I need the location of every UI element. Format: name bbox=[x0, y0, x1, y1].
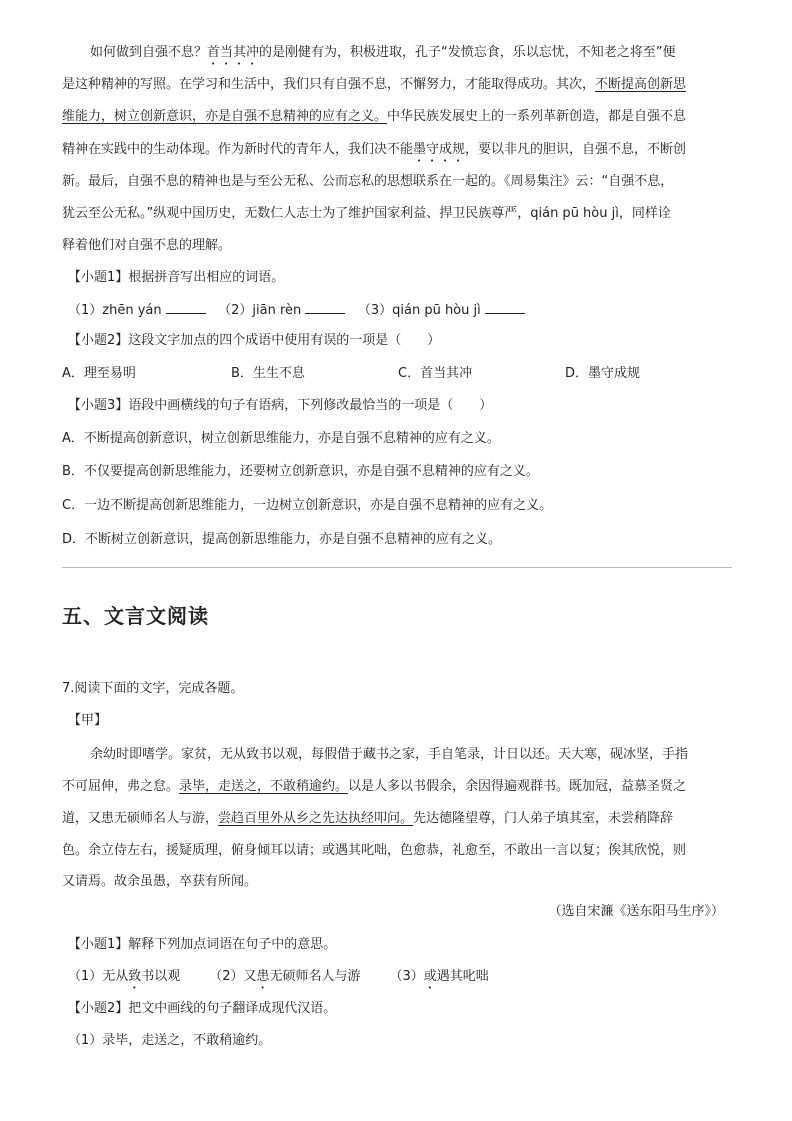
underlined-sentence-1: 录毕，走送之，不敢稍逾约。 bbox=[179, 779, 349, 794]
passage2-line-3: 道，又患无硕师名人与游，尝趋百里外从乡之先达执经叩问。先达德隆望尊，门人弟子填其室，未尝稍降辞 bbox=[62, 811, 674, 826]
q2-option-b[interactable]: B．生生不息 bbox=[231, 366, 305, 381]
q3-option-d[interactable]: D．不断树立创新意识，提高创新思维能力，亦是自强不息精神的应有之义。 bbox=[62, 532, 502, 547]
passage-source: （选自宋濂《送东阳马生序》） bbox=[548, 904, 724, 919]
q3-title: 【小题3】语段中画横线的句子有语病，下列修改最恰当的一项是（ ） bbox=[68, 398, 493, 413]
q3-option-c[interactable]: C．一边不断提高创新思维能力，一边树立创新意识，亦是自强不息精神的应有之义。 bbox=[62, 498, 553, 513]
passage2-line-4: 色。余立侍左右，援疑质理，俯身倾耳以请；或遇其叱咄，色愈恭，礼愈至，不敢出一言以复；俟其欣悦，则 bbox=[62, 843, 687, 858]
dotted-word-huo: 或 bbox=[423, 969, 437, 984]
q2-title: 【小题2】这段文字加点的四个成语中使用有误的一项是（ ） bbox=[68, 333, 441, 348]
q7-2-item-1: （1）录毕，走送之，不敢稍逾约。 bbox=[68, 1033, 272, 1048]
passage1-line-4: 精神在实践中的生动体现。作为新时代的青年人，我们决不能墨守成规，要以非凡的胆识，自强不息，不断创 bbox=[62, 142, 687, 157]
q1-items: （1）zhēn yán （2）jiān rèn （3）qián pū hòu jì bbox=[68, 301, 525, 320]
answer-blank-3[interactable] bbox=[485, 301, 525, 314]
underlined-sentence-2: 尝趋百里外从乡之先达执经叩问。 bbox=[218, 811, 414, 826]
passage-label-jia: 【甲】 bbox=[68, 713, 108, 728]
q3-option-a[interactable]: A．不断提高创新意识，树立创新思维能力，亦是自强不息精神的应有之义。 bbox=[62, 431, 500, 446]
q2-option-a[interactable]: A．理至易明 bbox=[62, 366, 136, 381]
passage1-line-1: 如何做到自强不息？首当其冲的是刚健有为，积极进取，孔子“发愤忘食，乐以忘忧，不知老之将至”便 bbox=[90, 45, 676, 60]
passage1-line-6: 犹云至公无私。”纵观中国历史，无数仁人志士为了维护国家利益、捍卫民族尊严，qián pū hòu jì，同样诠 bbox=[62, 206, 671, 221]
dotted-word-zhi: 致 bbox=[128, 969, 142, 984]
passage2-line-1: 余幼时即嗜学。家贫，无从致书以观，每假借于藏书之家，手自笔录，计日以还。天大寒，砚冰坚，手指 bbox=[90, 747, 689, 762]
passage2-line-5: 又请焉。故余虽愚，卒获有所闻。 bbox=[62, 874, 258, 889]
passage2-line-2: 不可屈伸，弗之怠。录毕，走送之，不敢稍逾约。以是人多以书假余，余因得遍观群书。既加冠，益慕圣贤之 bbox=[62, 779, 687, 794]
passage1-line-7: 释着他们对自强不息的理解。 bbox=[62, 238, 232, 253]
q7-1-items: （1）无从致书以观 （2）又患无硕师名人与游 （3）或遇其叱咄 bbox=[68, 969, 489, 984]
passage1-line-3: 维能力，树立创新意识，亦是自强不息精神的应有之义。中华民族发展史上的一系列革新创造，都是自强不息 bbox=[62, 109, 687, 124]
passage1-line-2: 是这种精神的写照。在学习和生活中，我们只有自强不息，不懈努力，才能取得成功。其次，不断提高创新思 bbox=[62, 77, 687, 92]
passage1-line-5: 新。最后，自强不息的精神也是与至公无私、公而忘私的思想联系在一起的。《周易集注》云：“自强不息， bbox=[62, 174, 674, 189]
q7-1-title: 【小题1】解释下列加点词语在句子中的意思。 bbox=[68, 937, 337, 952]
q2-option-d[interactable]: D．墨守成规 bbox=[565, 366, 641, 381]
answer-blank-1[interactable] bbox=[166, 301, 206, 314]
underlined-sentence-cont: 维能力，树立创新意识，亦是自强不息精神的应有之义。 bbox=[62, 109, 388, 124]
q2-option-c[interactable]: C．首当其冲 bbox=[398, 366, 473, 381]
section-heading: 五、文言文阅读 bbox=[62, 604, 209, 628]
underlined-sentence: 不断提高创新思 bbox=[595, 77, 687, 92]
dotted-word-huan: 患 bbox=[256, 969, 270, 984]
answer-blank-2[interactable] bbox=[305, 301, 345, 314]
q7-intro: 7.阅读下面的文字，完成各题。 bbox=[62, 681, 244, 696]
dotted-idiom-moshouchenggui: 墨守成规 bbox=[413, 142, 466, 157]
q7-2-title: 【小题2】把文中画线的句子翻译成现代汉语。 bbox=[68, 1001, 337, 1016]
dotted-idiom-shoudangqichong: 首当其冲 bbox=[207, 45, 260, 60]
q1-title: 【小题1】根据拼音写出相应的词语。 bbox=[68, 270, 285, 285]
section-divider bbox=[62, 567, 732, 568]
q3-option-b[interactable]: B．不仅要提高创新思维能力，还要树立创新意识，亦是自强不息精神的应有之义。 bbox=[62, 464, 539, 479]
